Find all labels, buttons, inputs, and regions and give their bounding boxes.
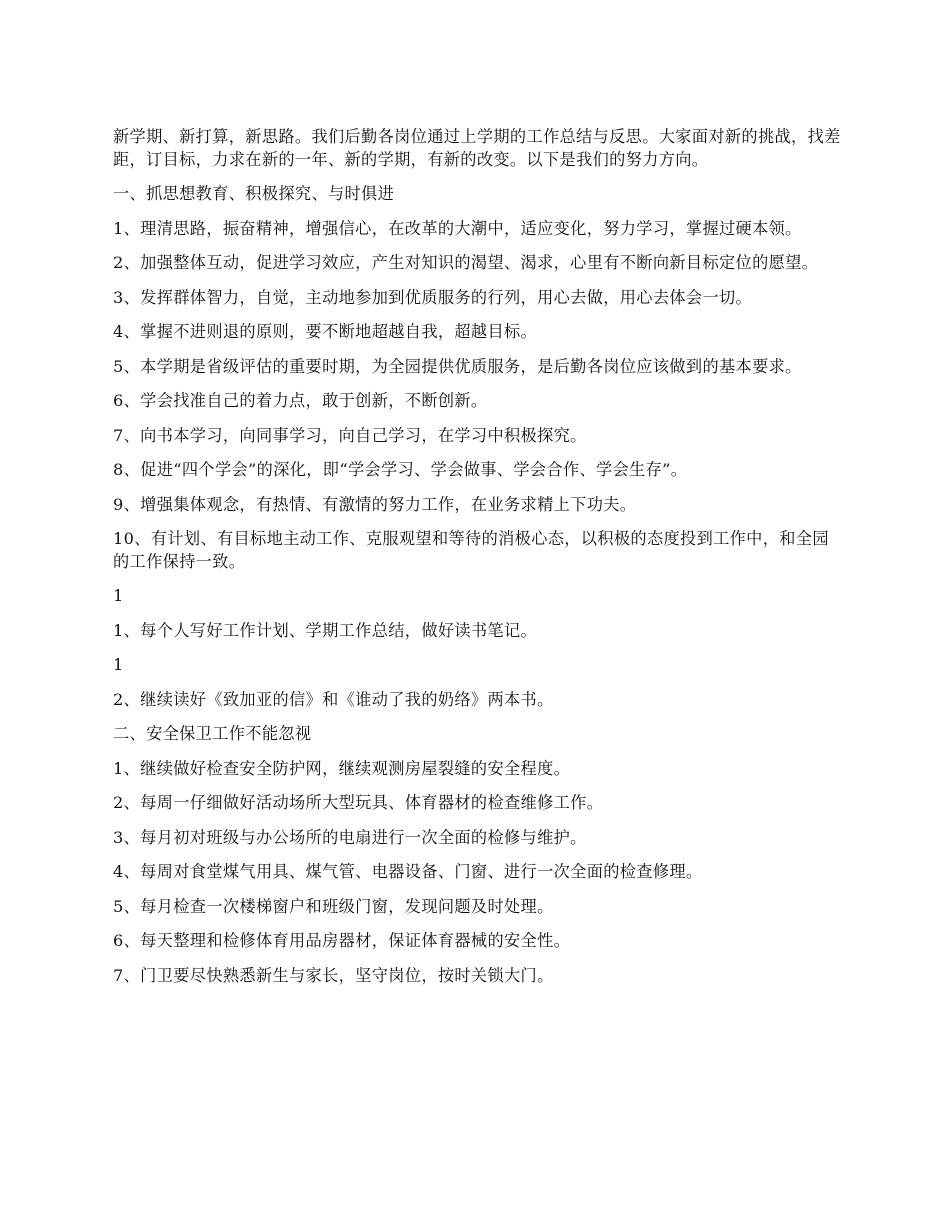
list-item: 2、每周一仔细做好活动场所大型玩具、体育器材的检查维修工作。	[113, 793, 604, 812]
list-item: 6、学会找准自己的着力点，敢于创新，不断创新。	[113, 391, 488, 410]
list-item: 4、掌握不进则退的原则，要不断地超越自我，超越目标。	[113, 322, 538, 341]
section-heading-1: 一、抓思想教育、积极探究、与时俱进	[113, 184, 395, 203]
page-number-marker: 1	[113, 655, 124, 674]
list-item: 5、本学期是省级评估的重要时期，为全园提供优质服务，是后勤各岗位应该做到的基本要求。	[113, 356, 802, 376]
list-item: 1、继续做好检查安全防护网，继续观测房屋裂缝的安全程度。	[113, 758, 571, 778]
list-item: 8、促进“四个学会”的深化，即“学会学习、学会做事、学会合作、学会生存”。	[113, 460, 688, 479]
list-item: 4、每周对食堂煤气用具、煤气管、电器设备、门窗、进行一次全面的检查修理。	[113, 862, 703, 881]
list-item: 7、门卫要尽快熟悉新生与家长，坚守岗位，按时关锁大门。	[113, 965, 554, 985]
list-item: 9、增强集体观念，有热情、有激情的努力工作，在业务求精上下功夫。	[113, 494, 637, 514]
intro-paragraph: 新学期、新打算，新思路。我们后勤各岗位通过上学期的工作总结与反思。大家面对新的挑战，找差距，订目标，力求在新的一年、新的学期，有新的改变。以下是我们的努力方向。	[113, 127, 841, 169]
section-heading-2: 二、安全保卫工作不能忽视	[113, 724, 312, 743]
list-item: 2、继续读好《致加亚的信》和《谁动了我的奶络》两本书。	[113, 689, 554, 709]
list-item: 3、发挥群体智力，自觉，主动地参加到优质服务的行列，用心去做，用心去体会一切。	[113, 287, 753, 307]
list-item: 6、每天整理和检修体育用品房器材，保证体育器械的安全性。	[113, 931, 571, 950]
list-item: 7、向书本学习，向同事学习，向自己学习，在学习中积极探究。	[113, 425, 587, 445]
list-item: 10、有计划、有目标地主动工作、克服观望和等待的消极心态，以积极的态度投到工作中，和全园的工作保持一致。	[113, 529, 829, 571]
page-number-marker: 1	[113, 586, 124, 605]
list-item: 3、每月初对班级与办公场所的电扇进行一次全面的检修与维护。	[113, 827, 587, 847]
list-item: 1、理清思路，振奋精神，增强信心，在改革的大潮中，适应变化，努力学习，掌握过硬本领。	[113, 218, 802, 238]
document-page	[113, 126, 843, 999]
list-item: 1、每个人写好工作计划、学期工作总结，做好读书笔记。	[113, 620, 538, 640]
list-item: 5、每月检查一次楼梯窗户和班级门窗，发现问题及时处理。	[113, 896, 554, 916]
list-item: 2、加强整体互动，促进学习效应，产生对知识的渴望、渴求，心里有不断向新目标定位的愿望。	[113, 253, 819, 272]
